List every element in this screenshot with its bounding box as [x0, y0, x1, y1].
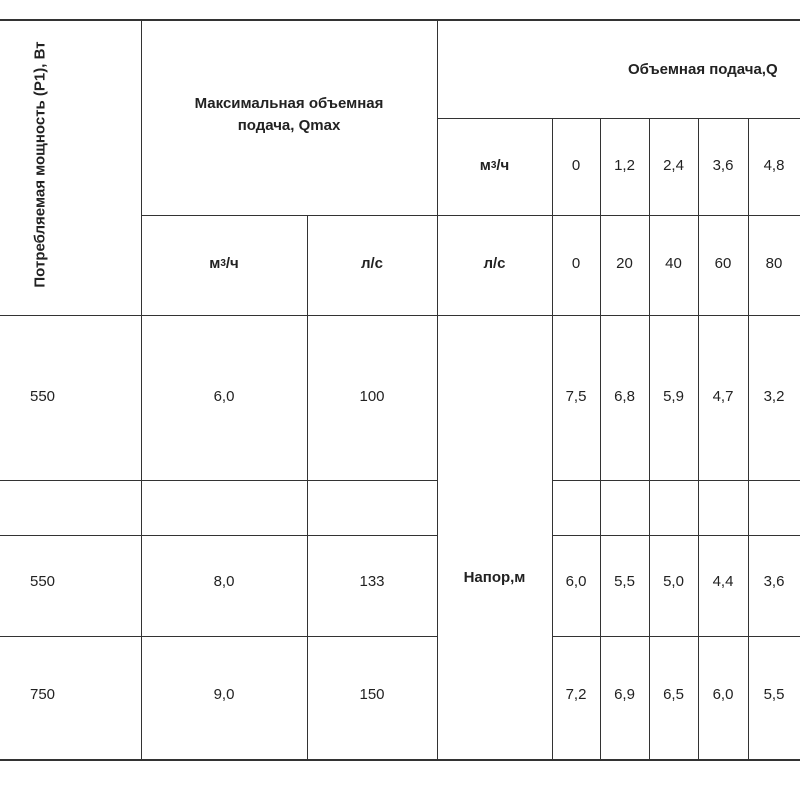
row-head: 7,5 [565, 388, 587, 405]
q-m3h-value: 2,4 [663, 157, 684, 174]
row-head: 5,9 [663, 388, 684, 405]
row-qmax-m3h: 9,0 [213, 686, 235, 703]
row-qmax-ls: 150 [359, 686, 385, 703]
row-power: 750 [30, 686, 56, 703]
header-flow: Объемная подача,Q [628, 61, 778, 78]
q-ls-value: 60 [714, 255, 732, 272]
row-qmax-m3h: 6,0 [213, 388, 235, 405]
row-qmax-ls: 133 [359, 573, 385, 590]
row-head: 6,9 [614, 686, 635, 703]
head-label: Напор,м [463, 569, 526, 586]
grid-line [437, 20, 438, 760]
header-qmax [141, 80, 437, 150]
grid-line [0, 636, 437, 637]
grid-line [0, 480, 437, 481]
q-m3h-value: 0 [571, 157, 581, 174]
row-head: 6,8 [614, 388, 635, 405]
grid-line [437, 118, 800, 119]
table-bottom-border [0, 759, 800, 761]
row-head: 5,5 [614, 573, 635, 590]
q-m3h-value: 4,8 [763, 157, 785, 174]
unit-m3-base: м [479, 157, 491, 174]
row-power: 550 [30, 388, 56, 405]
unit-m3h-qmax: м 3 /ч [141, 248, 307, 280]
row-head: 6,5 [663, 686, 684, 703]
q-ls-value: 0 [571, 255, 581, 272]
q-ls-value: 20 [616, 255, 633, 272]
row-qmax-ls: 100 [359, 388, 385, 405]
row-head: 5,5 [763, 686, 785, 703]
table-top-border [0, 19, 800, 21]
unit-ls-qmax: л/с [360, 255, 384, 272]
grid-line [0, 315, 800, 316]
unit-ls-flow: л/с [483, 255, 506, 272]
header-qmax-line2: подача, Qmax [237, 117, 341, 134]
header-power: Потребляемая мощность (Р1), Вт [31, 41, 49, 288]
grid-line [141, 215, 800, 216]
header-qmax-line1: Максимальная объемная [194, 95, 384, 112]
row-head: 5,0 [663, 573, 684, 590]
grid-line [552, 636, 800, 637]
row-power: 550 [30, 573, 56, 590]
unit-m3-base: м [209, 255, 221, 272]
row-head: 6,0 [712, 686, 734, 703]
grid-line [552, 480, 800, 481]
unit-m3h-flow: м 3 /ч [437, 150, 552, 182]
grid-line [552, 535, 800, 536]
grid-line [0, 535, 437, 536]
row-head: 4,7 [712, 388, 734, 405]
q-m3h-value: 1,2 [614, 157, 635, 174]
q-m3h-value: 3,6 [712, 157, 734, 174]
row-head: 3,2 [763, 388, 785, 405]
unit-m3-tail: /ч [496, 157, 510, 174]
row-head: 4,4 [712, 573, 734, 590]
q-ls-value: 40 [665, 255, 682, 272]
row-qmax-m3h: 8,0 [213, 573, 235, 590]
q-ls-value: 80 [765, 255, 783, 272]
row-head: 3,6 [763, 573, 785, 590]
unit-m3-tail: /ч [225, 255, 239, 272]
row-head: 6,0 [565, 573, 587, 590]
row-head: 7,2 [565, 686, 587, 703]
